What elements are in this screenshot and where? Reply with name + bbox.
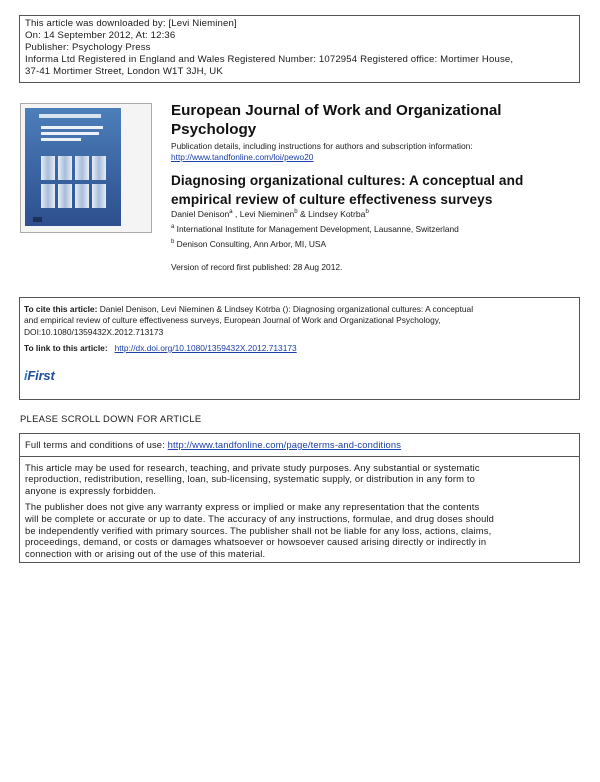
journal-link-text[interactable]: http://www.tandfonline.com/loi/pewo20 <box>171 152 314 162</box>
disclaimer-line: proceedings, demand, or costs or damages whatsoever or howsoever caused arising directly or indirectly in <box>25 536 487 548</box>
address-line: 37-41 Mortimer Street, London W1T 3JH, UK <box>25 66 223 78</box>
usage-line: reproduction, redistribution, reselling, loan, sub-licensing, systematic supply, or distribution in any form to <box>25 473 476 485</box>
journal-link[interactable] <box>171 152 313 163</box>
affiliation-a <box>171 224 459 235</box>
author-name: Lindsey Kotrba <box>308 209 366 219</box>
affiliation-text: International Institute for Management Development, Lausanne, Switzerland <box>176 224 459 234</box>
article-doi-link[interactable]: http://dx.doi.org/10.1080/1359432X.2012.713173 <box>114 342 297 353</box>
author-separator: , <box>232 209 240 219</box>
ifirst-logo <box>24 368 55 384</box>
citation-label: To cite this article: <box>24 304 98 314</box>
disclaimer-line: will be complete or accurate or up to date. The accuracy of any instructions, formulae, and drug doses should <box>25 512 495 524</box>
article-title: Diagnosing organizational cultures: A conceptual and empirical review of culture effectiveness surveys <box>171 173 524 207</box>
publisher-line: Publisher: Psychology Press <box>25 42 151 54</box>
citation-line: and empirical review of culture effectiveness surveys, European Journal of Work and Organizational Psychology, <box>24 315 441 326</box>
terms-divider <box>20 456 579 457</box>
affiliation-marker: b <box>365 209 369 215</box>
terms-intro-text: Full terms and conditions of use: <box>25 439 168 450</box>
affiliation-marker: a <box>171 224 175 230</box>
terms-intro-line <box>25 439 574 451</box>
scroll-down-notice: PLEASE SCROLL DOWN FOR ARTICLE <box>20 413 202 424</box>
usage-line: This article may be used for research, teaching, and private study purposes. Any substantial or systematic <box>25 461 480 473</box>
citation-box <box>19 297 580 400</box>
disclaimer-paragraph <box>25 501 574 559</box>
version-of-record: Version of record first published: 28 Aug 2012. <box>171 262 343 272</box>
ifirst-logo-text: First <box>27 368 55 383</box>
article-link-row <box>24 343 575 354</box>
affiliation-marker: b <box>171 239 175 245</box>
publication-details-text: Publication details, including instructions for authors and subscription information: <box>171 141 473 151</box>
affiliation-text: Denison Consulting, Ann Arbor, MI, USA <box>176 239 327 249</box>
terms-link[interactable]: http://www.tandfonline.com/page/terms-and-conditions <box>167 439 402 450</box>
disclaimer-line: be independently verified with primary sources. The publisher shall not be liable for any loss, actions, claims, <box>25 524 492 536</box>
citation-line <box>24 304 575 315</box>
citation-text: Daniel Denison, Levi Nieminen & Lindsey Kotrba (): Diagnosing organizational cultures: A conceptual <box>97 304 474 314</box>
journal-cover-image <box>20 103 152 233</box>
affiliation-marker: a <box>229 209 233 215</box>
usage-line: anyone is expressly forbidden. <box>25 484 157 496</box>
registration-line: Informa Ltd Registered in England and Wales Registered Number: 1072954 Registered office: Mortimer House, <box>25 54 514 66</box>
citation-doi: DOI:10.1080/1359432X.2012.713173 <box>24 326 164 337</box>
journal-title: European Journal of Work and Organizational Psychology <box>171 102 502 138</box>
author-name: Daniel Denison <box>171 209 230 219</box>
disclaimer-line: connection with or arising out of the use of this material. <box>25 547 266 559</box>
author-separator: & <box>297 209 309 219</box>
article-link-label: To link to this article: <box>24 342 108 353</box>
authors-line <box>171 209 369 220</box>
cover-artwork <box>25 108 121 226</box>
affiliation-marker: b <box>294 209 298 215</box>
download-notice-line: This article was downloaded by: [Levi Nieminen] <box>25 18 237 29</box>
download-date-line: On: 14 September 2012, At: 12:36 <box>25 30 176 42</box>
disclaimer-line: The publisher does not give any warranty express or implied or make any representation that the contents <box>25 501 480 513</box>
affiliation-b <box>171 239 326 250</box>
terms-box <box>19 433 580 563</box>
usage-paragraph <box>25 462 574 497</box>
ifirst-logo-i: i <box>24 368 28 383</box>
download-notice-box <box>19 15 580 83</box>
author-name: Levi Nieminen <box>239 209 295 219</box>
